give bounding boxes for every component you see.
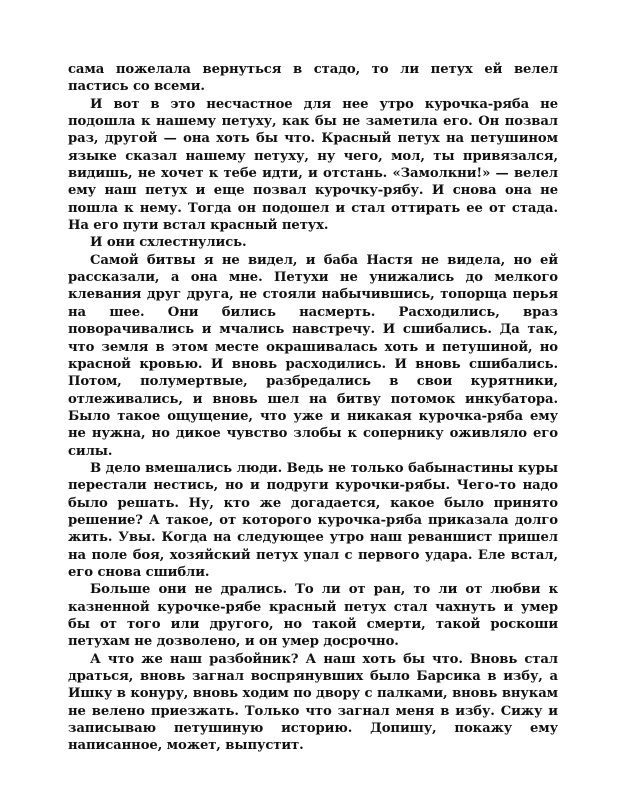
paragraph-3: И они схлестнулись. (90, 235, 247, 251)
paragraph-5: В дело вмешались люди. Ведь не только бабынастины куры перестали нестись, но и подруги курочки-рябы. Чего-то надо было решать. Ну, кто же догадается, какое было принято решение? А такое, от которого курочка-ряба приказала долго жить. Увы. Когда на следующее утро наш реваншист пришел на поле боя, хозяйский петух упал с первого удара. Еле встал, его снова сшибли. (68, 460, 558, 580)
paragraph-7: А что же наш разбойник? А наш хоть бы что. Вновь стал драться, вновь загнал воспрянувших было Барсика в избу, а Ишку в конуру, вновь ходим по двору с палками, вновь внукам не велено приезжать. Только что загнал меня в избу. Сижу и записываю петушиную историю. Допишу, покажу ему написанное, может, выпустит. (68, 651, 558, 754)
paragraph-4: Самой битвы я не видел, и баба Настя не видела, но ей рассказали, а она мне. Петухи не унижались до мелкого клевания друг друга, не стояли набычившись, топорща перья на шее. Они бились насмерть. Расходились, враз поворачивались и мчались навстречу. И сшибались. Да так, что земля в этом месте окрашивалась хоть и петушиной, но красной кровью. И вновь расходились. И вновь сшибались. Потом, полумертвые, разбредались в свои курятники, отлеживались, и вновь шел на битву потомок инкубатора. Было такое ощущение, что уже и никакая курочка-ряба ему не нужна, но дикое чувство злобы к сопернику оживляло его силы. (68, 252, 558, 459)
paragraph-1: сама пожелала вернуться в стадо, то ли петух ей велел пастись со всеми. (68, 62, 558, 95)
paragraph-2: И вот в это несчастное для нее утро курочка-ряба не подошла к нашему петуху, как бы не заметила его. Он позвал раз, другой — она хоть бы что. Красный петух на петушином языке сказал нашему петуху, ну чего, мол, ты привязался, видишь, не хочет к тебе идти, и отстань. «Замолкни!» — велел ему наш петух и еще позвал курочку-рябу. И снова она не пошла к нему. Тогда он подошел и стал оттирать ее от стада. На его пути встал красный петух. (68, 96, 558, 234)
paragraph-6: Больше они не дрались. То ли от ран, то ли от любви к казненной курочке-рябе красный петух стал чахнуть и умер бы от того или другого, но такой смерти, такой роскоши петухам не дозволено, и он умер досрочно. (68, 582, 558, 650)
page-text (68, 61, 558, 755)
